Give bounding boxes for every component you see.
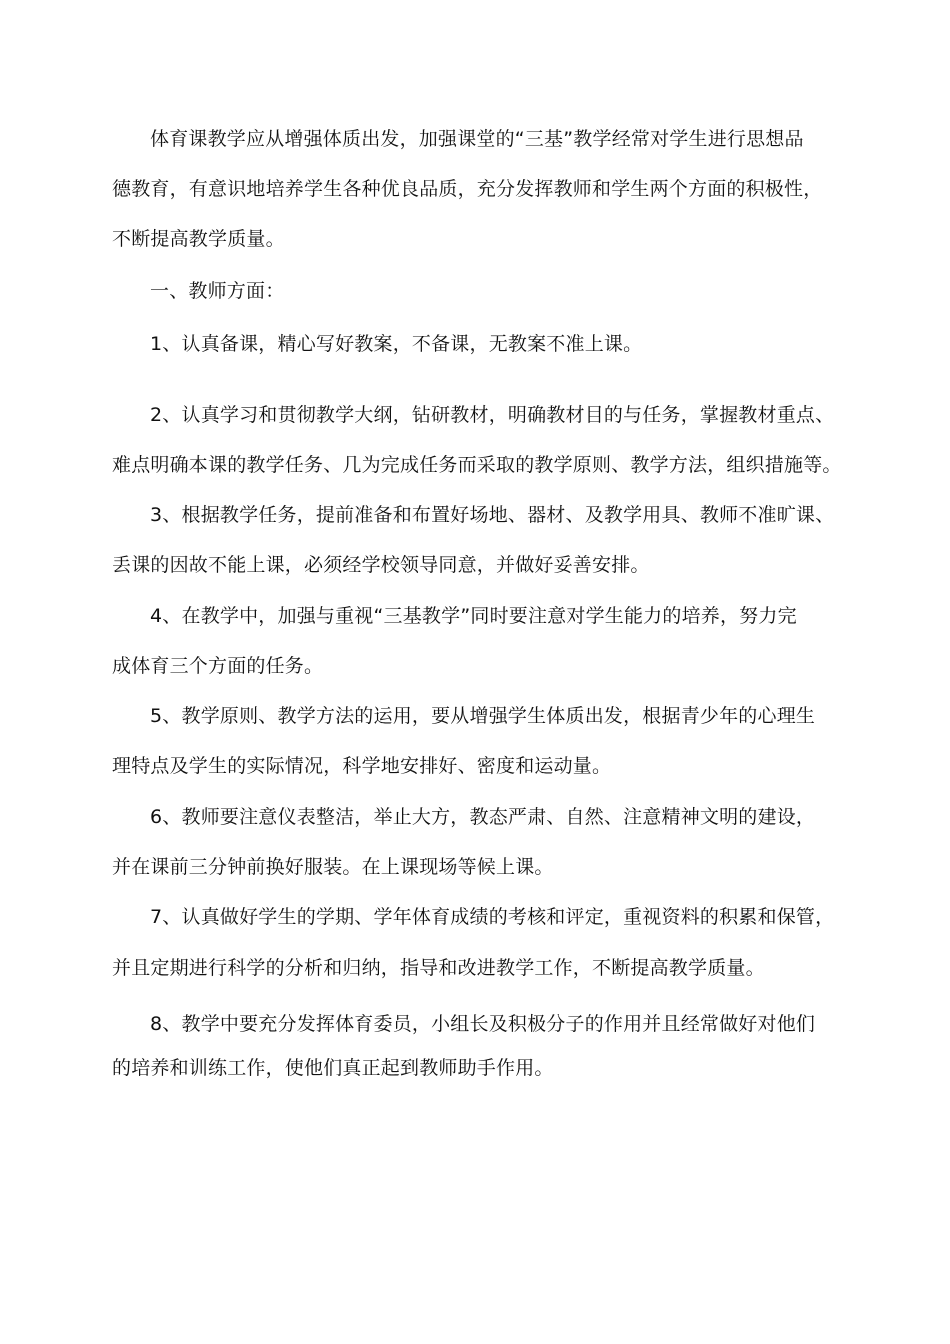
list-item: 8、教学中要充分发挥体育委员，小组长及积极分子的作用并且经常做好对他们 [150, 1013, 816, 1035]
text-line: 并且定期进行科学的分析和归纳，指导和改进教学工作，不断提高教学质量。 [112, 957, 765, 979]
list-item: 3、根据教学任务，提前准备和布置好场地、器材、及教学用具、教师不准旷课、 [150, 504, 835, 526]
section-heading: 一、教师方面： [150, 280, 285, 302]
list-item: 7、认真做好学生的学期、学年体育成绩的考核和评定，重视资料的积累和保管， [150, 906, 835, 928]
list-item: 6、教师要注意仪表整洁，举止大方，教态严肃、自然、注意精神文明的建设， [150, 806, 816, 828]
text-line: 不断提高教学质量。 [112, 228, 285, 250]
text-line: 体育课教学应从增强体质出发，加强课堂的“三基”教学经常对学生进行思想品 [150, 128, 804, 150]
text-line: 的培养和训练工作，使他们真正起到教师助手作用。 [112, 1057, 554, 1079]
list-item: 1、认真备课，精心写好教案，不备课，无教案不准上课。 [150, 333, 643, 355]
text-line: 丢课的因故不能上课，必须经学校领导同意，并做好妥善安排。 [112, 554, 650, 576]
list-item: 5、教学原则、教学方法的运用，要从增强学生体质出发，根据青少年的心理生 [150, 705, 816, 727]
list-item: 2、认真学习和贯彻教学大纲，钻研教材，明确教材目的与任务，掌握教材重点、 [150, 404, 835, 426]
text-line: 成体育三个方面的任务。 [112, 655, 324, 677]
text-line: 难点明确本课的教学任务、几为完成任务而采取的教学原则、教学方法，组织措施等。 [112, 454, 842, 476]
text-line: 并在课前三分钟前换好服装。在上课现场等候上课。 [112, 856, 554, 878]
text-line: 理特点及学生的实际情况，科学地安排好、密度和运动量。 [112, 755, 612, 777]
text-line: 德教育，有意识地培养学生各种优良品质，充分发挥教师和学生两个方面的积极性， [112, 178, 823, 200]
list-item: 4、在教学中，加强与重视“三基教学”同时要注意对学生能力的培养，努力完 [150, 605, 797, 627]
